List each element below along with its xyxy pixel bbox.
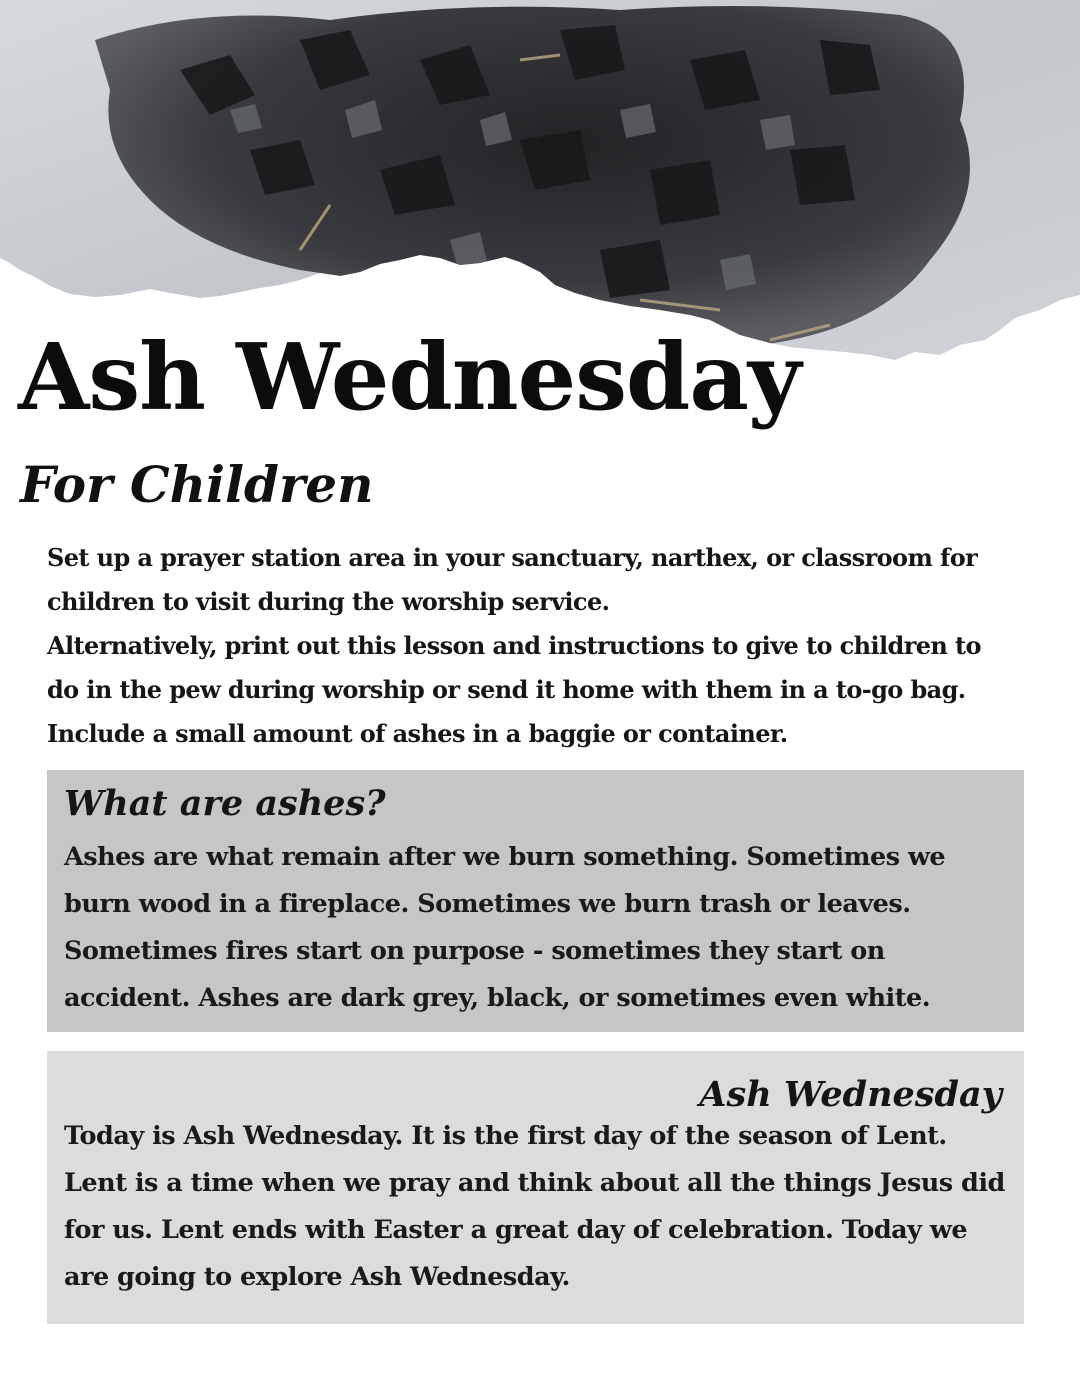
page-subtitle: For Children (20, 455, 374, 514)
ash-wednesday-heading: Ash Wednesday (699, 1074, 1002, 1115)
intro-paragraph (47, 536, 1047, 756)
intro-line: Include a small amount of ashes in a baggie or container. (47, 719, 788, 748)
box-line: Today is Ash Wednesday. It is the first day of the season of Lent. (64, 1121, 947, 1151)
intro-line: do in the pew during worship or send it home with them in a to-go bag. (47, 675, 966, 704)
what-are-ashes-box (47, 770, 1024, 1032)
what-are-ashes-heading: What are ashes? (64, 783, 386, 824)
ashes-photo (0, 0, 1080, 370)
intro-line: Set up a prayer station area in your sanctuary, narthex, or classroom for (47, 543, 978, 572)
box-line: for us. Lent ends with Easter a great day of celebration. Today we (64, 1215, 968, 1245)
what-are-ashes-text (64, 834, 1008, 1022)
intro-line: children to visit during the worship service. (47, 587, 610, 616)
box-line: accident. Ashes are dark grey, black, or sometimes even white. (64, 983, 931, 1013)
ash-wednesday-box (47, 1051, 1024, 1324)
box-line: burn wood in a fireplace. Sometimes we burn trash or leaves. (64, 889, 911, 919)
box-line: Sometimes fires start on purpose - sometimes they start on (64, 936, 885, 966)
box-line: Lent is a time when we pray and think about all the things Jesus did (64, 1168, 1005, 1198)
box-line: Ashes are what remain after we burn something. Sometimes we (64, 842, 946, 872)
page-title: Ash Wednesday (18, 323, 801, 431)
ash-wednesday-text (64, 1113, 1005, 1301)
intro-line: Alternatively, print out this lesson and instructions to give to children to (47, 631, 981, 660)
box-line: are going to explore Ash Wednesday. (64, 1262, 570, 1292)
